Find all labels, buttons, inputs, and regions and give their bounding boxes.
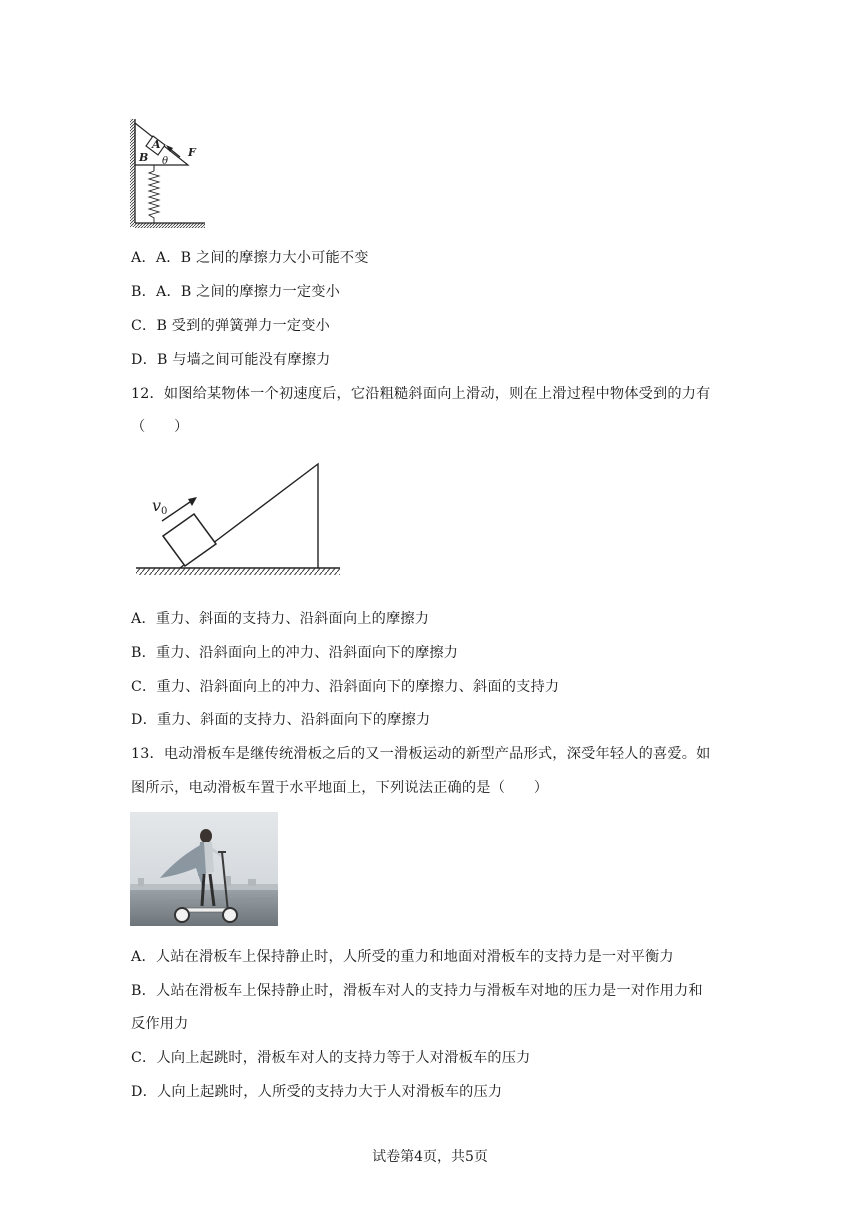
q11-option-c: C．B 受到的弹簧弹力一定变小 <box>131 318 331 334</box>
q13-stem-line1: 13．电动滑板车是继传统滑板之后的又一滑板运动的新型产品形式，深受年轻人的喜爱。如 <box>131 746 711 762</box>
page-footer: 试卷第4页，共5页 <box>372 1149 488 1165</box>
label-v-sub: 0 <box>161 506 168 517</box>
q12-option-c: C．重力、沿斜面向上的冲力、沿斜面向下的摩擦力、斜面的支持力 <box>131 679 560 695</box>
q12-option-a: A．重力、斜面的支持力、沿斜面向上的摩擦力 <box>131 611 430 627</box>
q13-option-b-cont: 反作用力 <box>131 1016 189 1032</box>
q11-option-a: A．A．B 之间的摩擦力大小可能不变 <box>131 250 369 266</box>
q13-option-a: A．人站在滑板车上保持静止时，人所受的重力和地面对滑板车的支持力是一对平衡力 <box>131 949 674 965</box>
q11-option-d: D．B 与墙之间可能没有摩擦力 <box>131 352 331 368</box>
scooter-photo <box>130 812 278 926</box>
q12-figure <box>132 458 344 584</box>
label-v: v <box>152 496 162 515</box>
q13-option-b: B．人站在滑板车上保持静止时，滑板车对人的支持力与滑板车对地的压力是一对作用力和 <box>131 983 703 999</box>
q13-option-d: D．人向上起跳时，人所受的支持力大于人对滑板车的压力 <box>131 1084 503 1100</box>
label-force-f: F <box>188 146 196 159</box>
q11-figure <box>128 115 210 233</box>
q12-stem-line2: （ ） <box>131 419 189 435</box>
q12-option-b: B．重力、沿斜面向上的冲力、沿斜面向下的摩擦力 <box>131 645 459 661</box>
q12-option-d: D．重力、斜面的支持力、沿斜面向下的摩擦力 <box>131 712 431 728</box>
label-theta: θ <box>162 156 169 167</box>
q13-option-c: C．人向上起跳时，滑板车对人的支持力等于人对滑板车的压力 <box>131 1050 531 1066</box>
q12-stem-line1: 12．如图给某物体一个初速度后，它沿粗糙斜面向上滑动，则在上滑过程中物体受到的力有 <box>131 386 711 402</box>
q11-option-b: B．A．B 之间的摩擦力一定变小 <box>131 284 341 300</box>
label-b: B <box>139 151 149 164</box>
q13-stem-line2: 图所示，电动滑板车置于水平地面上，下列说法正确的是（ ） <box>131 780 549 796</box>
label-a: A <box>152 138 161 151</box>
